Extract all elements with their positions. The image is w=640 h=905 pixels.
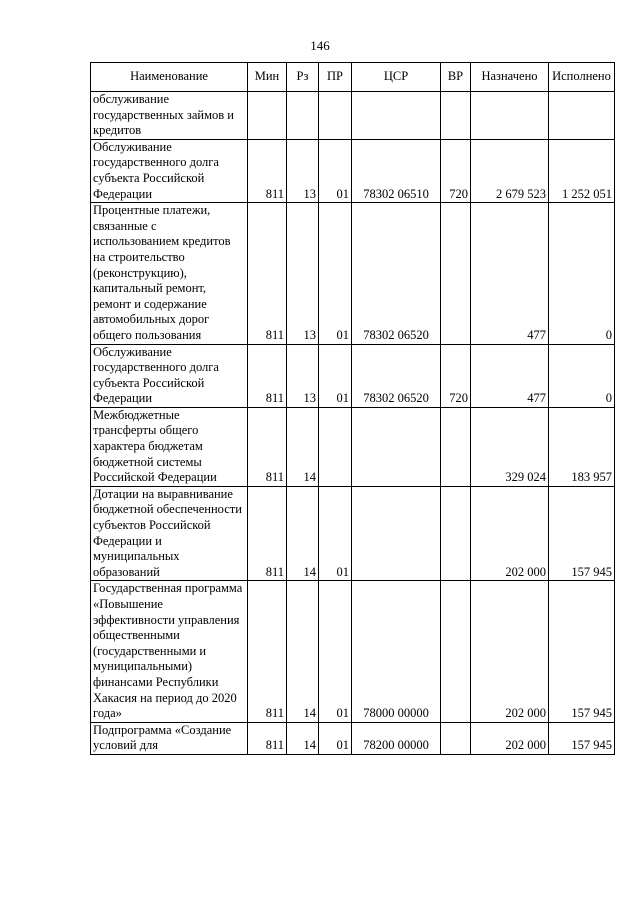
cell-pr: 01: [319, 486, 352, 581]
cell-min: 811: [248, 344, 287, 407]
cell-name: Подпрограмма «Создание условий для: [91, 722, 248, 754]
cell-name: Обслуживание государственного долга субъекта Российской Федерации: [91, 344, 248, 407]
header-min: Мин: [248, 63, 287, 92]
cell-name: Межбюджетные трансферты общего характера бюджетам бюджетной системы Российской Федерации: [91, 407, 248, 486]
table-row: [91, 92, 615, 140]
cell-vr: [441, 722, 471, 754]
cell-min: 811: [248, 722, 287, 754]
cell-rz: 14: [287, 407, 319, 486]
cell-assigned: [471, 92, 549, 140]
cell-pr: 01: [319, 581, 352, 722]
table-row: [91, 344, 615, 407]
cell-executed: [549, 92, 615, 140]
cell-pr: [319, 92, 352, 140]
cell-csr: [352, 407, 441, 486]
cell-executed: 157 945: [549, 581, 615, 722]
cell-name: Обслуживание государственного долга субъекта Российской Федерации: [91, 139, 248, 202]
header-rz: Рз: [287, 63, 319, 92]
cell-assigned: 202 000: [471, 722, 549, 754]
cell-name: Государственная программа «Повышение эффективности управления общественными (государственными и муниципальными) финансами Республики Хакасия на период до 2020 года»: [91, 581, 248, 722]
cell-min: 811: [248, 407, 287, 486]
table-row: [91, 722, 615, 754]
cell-csr: 78302 06520: [352, 344, 441, 407]
cell-min: 811: [248, 581, 287, 722]
cell-vr: [441, 581, 471, 722]
cell-vr: 720: [441, 344, 471, 407]
cell-executed: 157 945: [549, 722, 615, 754]
page-number: 146: [310, 38, 330, 53]
cell-name: Процентные платежи, связанные с использованием кредитов на строительство (реконструкцию), капитальный ремонт, ремонт и содержание автомобильных дорог общего пользования: [91, 203, 248, 344]
cell-pr: [319, 407, 352, 486]
cell-executed: 157 945: [549, 486, 615, 581]
cell-csr: [352, 92, 441, 140]
header-assigned: Назначено: [471, 63, 549, 92]
header-executed: Исполнено: [549, 63, 615, 92]
cell-vr: [441, 92, 471, 140]
cell-rz: 14: [287, 722, 319, 754]
header-vr: ВР: [441, 63, 471, 92]
table-row: [91, 139, 615, 202]
cell-assigned: 477: [471, 203, 549, 344]
table-row: [91, 486, 615, 581]
cell-min: [248, 92, 287, 140]
cell-rz: 14: [287, 581, 319, 722]
cell-name: обслуживание государственных займов и кредитов: [91, 92, 248, 140]
cell-csr: 78000 00000: [352, 581, 441, 722]
cell-assigned: 329 024: [471, 407, 549, 486]
table-row: [91, 203, 615, 344]
budget-table: [90, 62, 615, 755]
cell-executed: 0: [549, 344, 615, 407]
table-row: [91, 407, 615, 486]
cell-csr: [352, 486, 441, 581]
cell-vr: [441, 203, 471, 344]
cell-min: 811: [248, 139, 287, 202]
cell-pr: 01: [319, 722, 352, 754]
cell-executed: 0: [549, 203, 615, 344]
cell-assigned: 477: [471, 344, 549, 407]
cell-vr: [441, 486, 471, 581]
cell-csr: 78302 06510: [352, 139, 441, 202]
cell-csr: 78302 06520: [352, 203, 441, 344]
cell-assigned: 202 000: [471, 486, 549, 581]
cell-assigned: 2 679 523: [471, 139, 549, 202]
cell-rz: 13: [287, 203, 319, 344]
cell-executed: 183 957: [549, 407, 615, 486]
cell-name: Дотации на выравнивание бюджетной обеспеченности субъектов Российской Федерации и муниципальных образований: [91, 486, 248, 581]
cell-pr: 01: [319, 344, 352, 407]
cell-vr: 720: [441, 139, 471, 202]
table-row: [91, 581, 615, 722]
cell-vr: [441, 407, 471, 486]
header-csr: ЦСР: [352, 63, 441, 92]
cell-min: 811: [248, 203, 287, 344]
cell-pr: 01: [319, 203, 352, 344]
cell-rz: 13: [287, 344, 319, 407]
cell-assigned: 202 000: [471, 581, 549, 722]
cell-rz: 14: [287, 486, 319, 581]
cell-min: 811: [248, 486, 287, 581]
cell-executed: 1 252 051: [549, 139, 615, 202]
header-name: Наименование: [91, 63, 248, 92]
table-header-row: [91, 63, 615, 92]
cell-csr: 78200 00000: [352, 722, 441, 754]
cell-pr: 01: [319, 139, 352, 202]
cell-rz: [287, 92, 319, 140]
header-pr: ПР: [319, 63, 352, 92]
cell-rz: 13: [287, 139, 319, 202]
